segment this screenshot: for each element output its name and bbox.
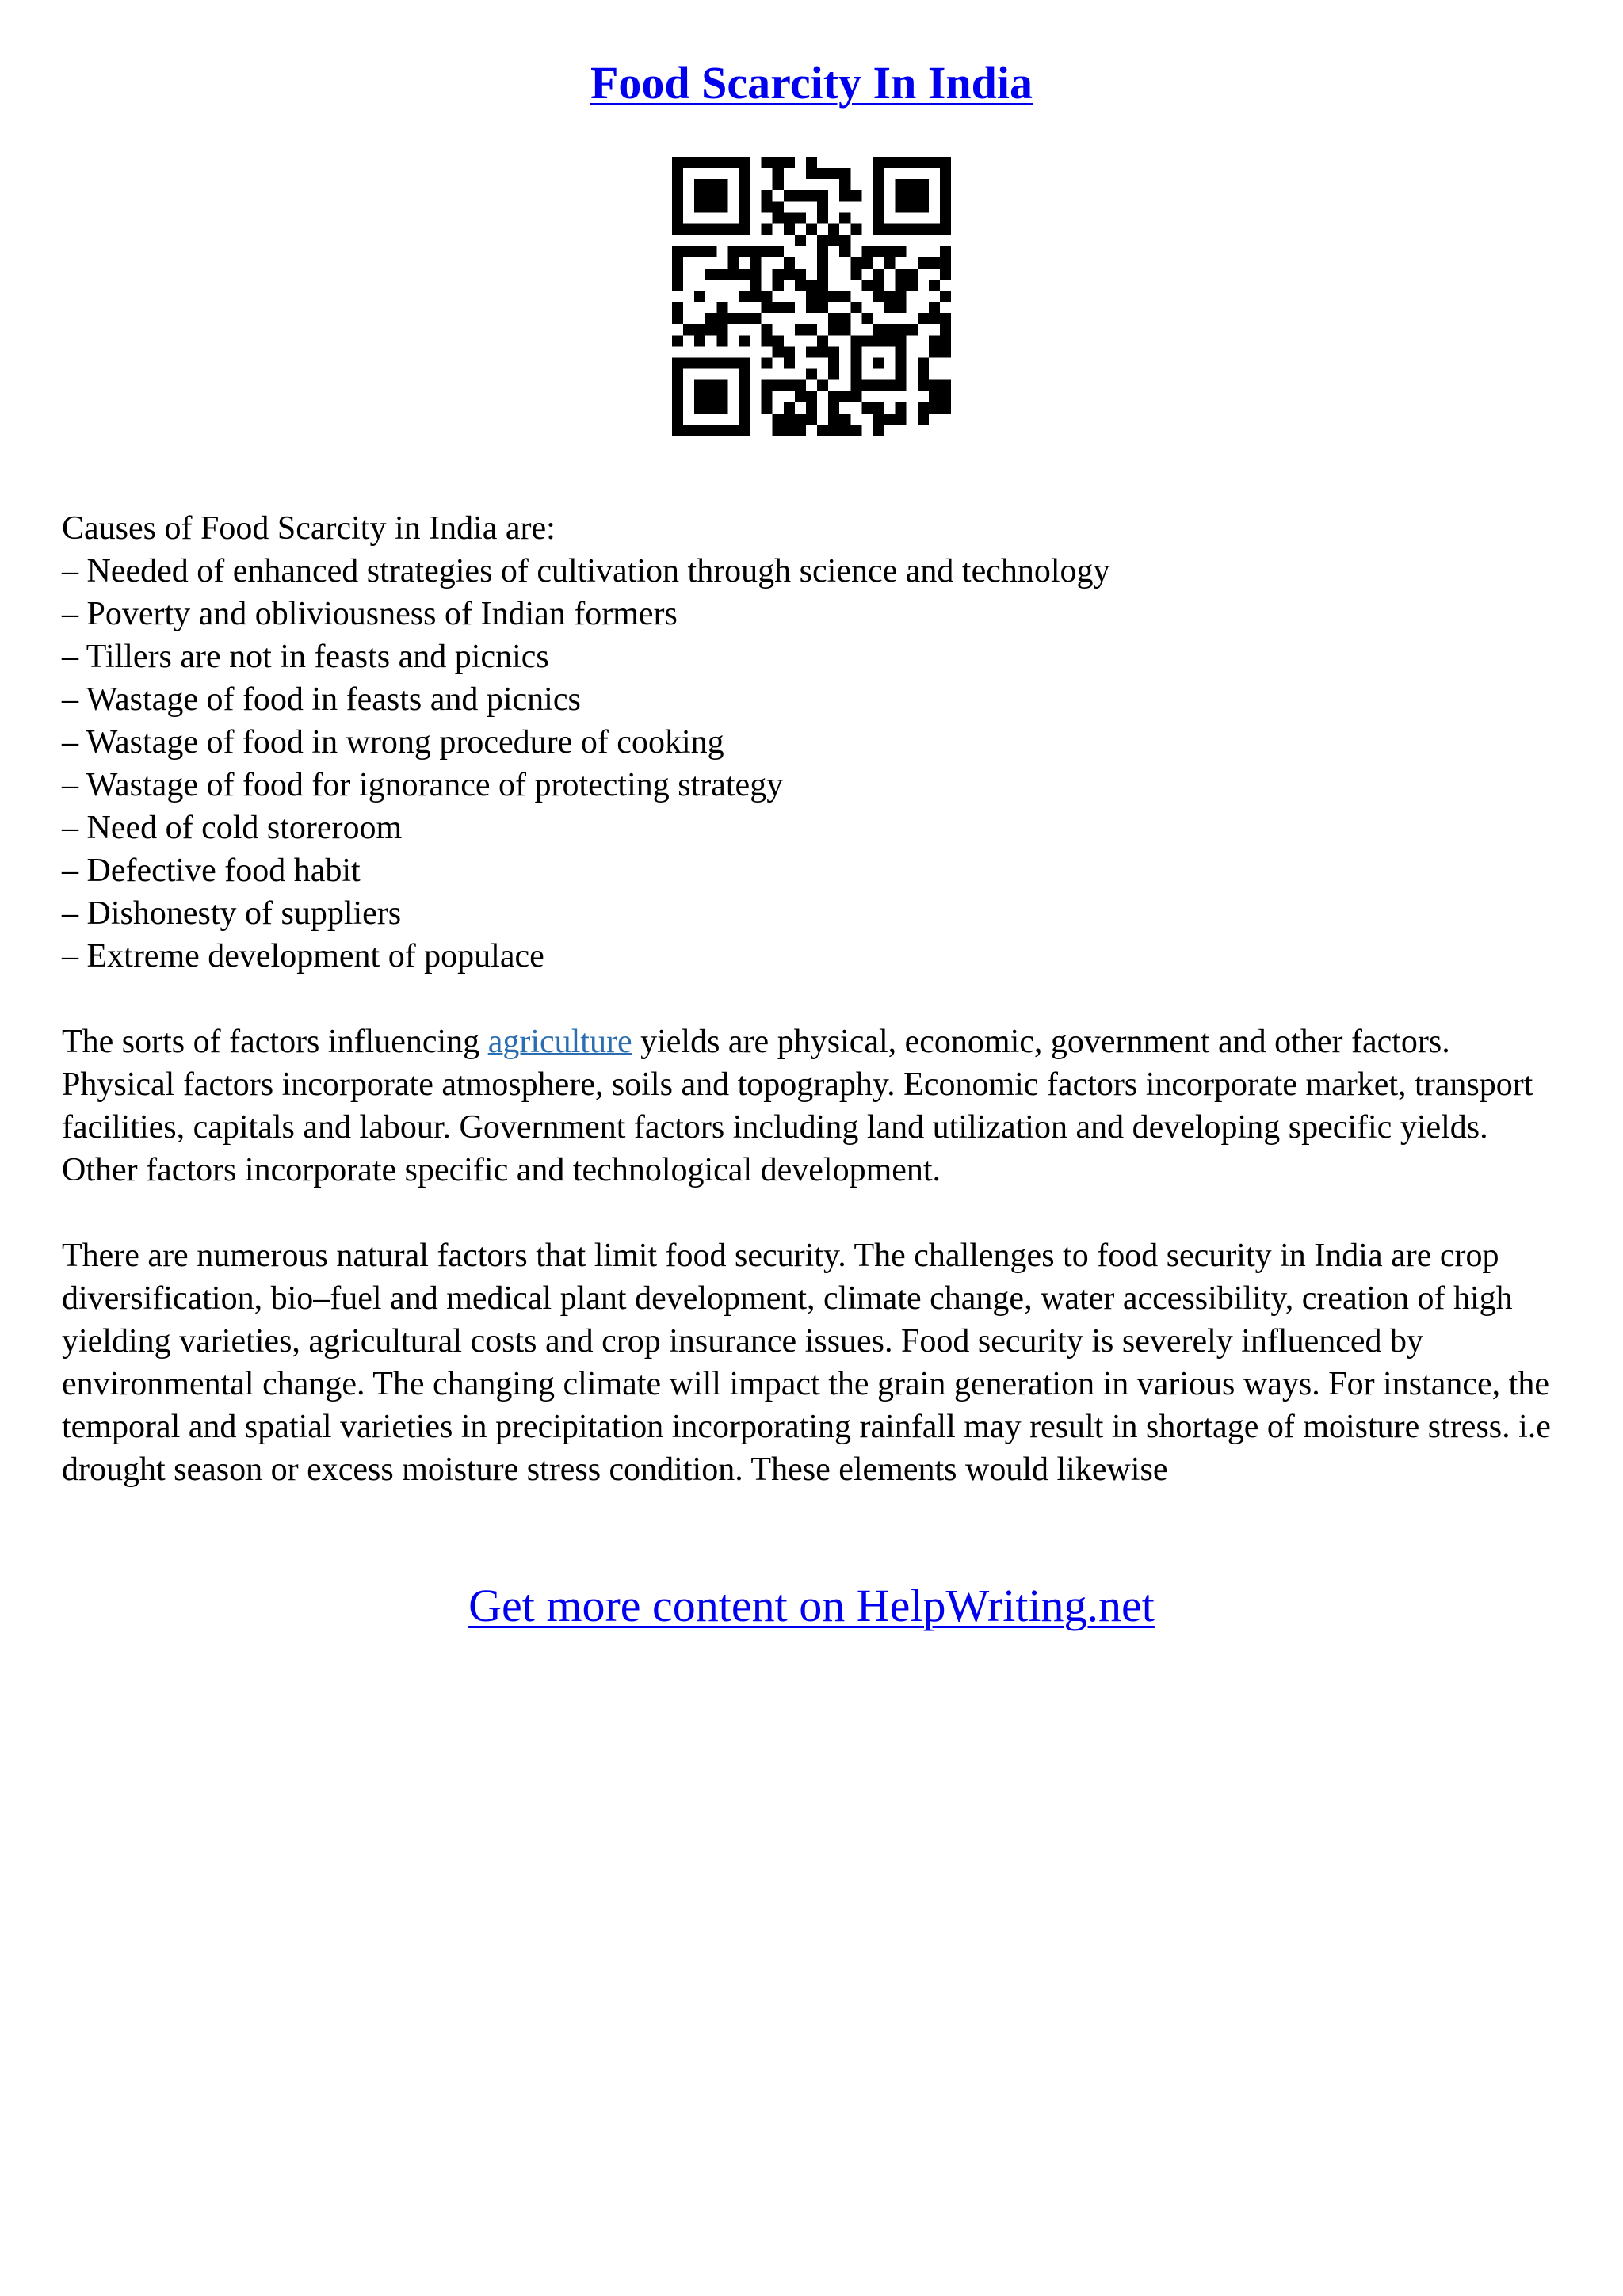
cta-container [0,1578,1623,1634]
causes-list [62,507,1568,978]
paragraph-text: The sorts of factors influencing [62,1024,488,1060]
list-item: – Dishonesty of suppliers [62,895,402,932]
list-item: – Poverty and obliviousness of Indian formers [62,596,678,632]
list-item: – Tillers are not in feasts and picnics [62,639,549,675]
list-item: – Need of cold storeroom [62,810,403,846]
list-item: – Wastage of food for ignorance of protecting strategy [62,767,784,803]
list-item: – Needed of enhanced strategies of cultivation through science and technology [62,553,1110,589]
title-link[interactable]: Food Scarcity In India [590,57,1033,109]
qr-code-icon [672,157,951,436]
agriculture-link[interactable]: agriculture [487,1024,632,1060]
helpwriting-link[interactable]: Get more content on HelpWriting.net [468,1580,1155,1631]
list-item: – Wastage of food in feasts and picnics [62,681,581,718]
list-item: – Defective food habit [62,852,361,889]
page-title [0,55,1623,111]
list-item: – Extreme development of populace [62,938,544,974]
causes-heading: Causes of Food Scarcity in India are: [62,510,556,547]
article-body [62,507,1568,1491]
paragraph-text: yields are physical, economic, government and other factors. Physical factors incorporate atmosphere, soils and topography. Economic factors incorporate market, transport facilities, capitals and labour. Government factors including land utilization and developing specific yields. Other factors incorporate specific and technological development. [62,1024,1533,1188]
factors-paragraph [62,1020,1568,1192]
food-security-paragraph: There are numerous natural factors that limit food security. The challenges to food security in India are crop diversification, bio–fuel and medical plant development, climate change, water accessibility, creation of high yielding varieties, agricultural costs and crop insurance issues. Food security is severely influenced by environmental change. The changing climate will impact the grain generation in various ways. For instance, the temporal and spatial varieties in precipitation incorporating rainfall may result in shortage of moisture stress. i.e drought season or excess moisture stress condition. These elements would likewise [62,1238,1551,1488]
list-item: – Wastage of food in wrong procedure of cooking [62,724,724,761]
